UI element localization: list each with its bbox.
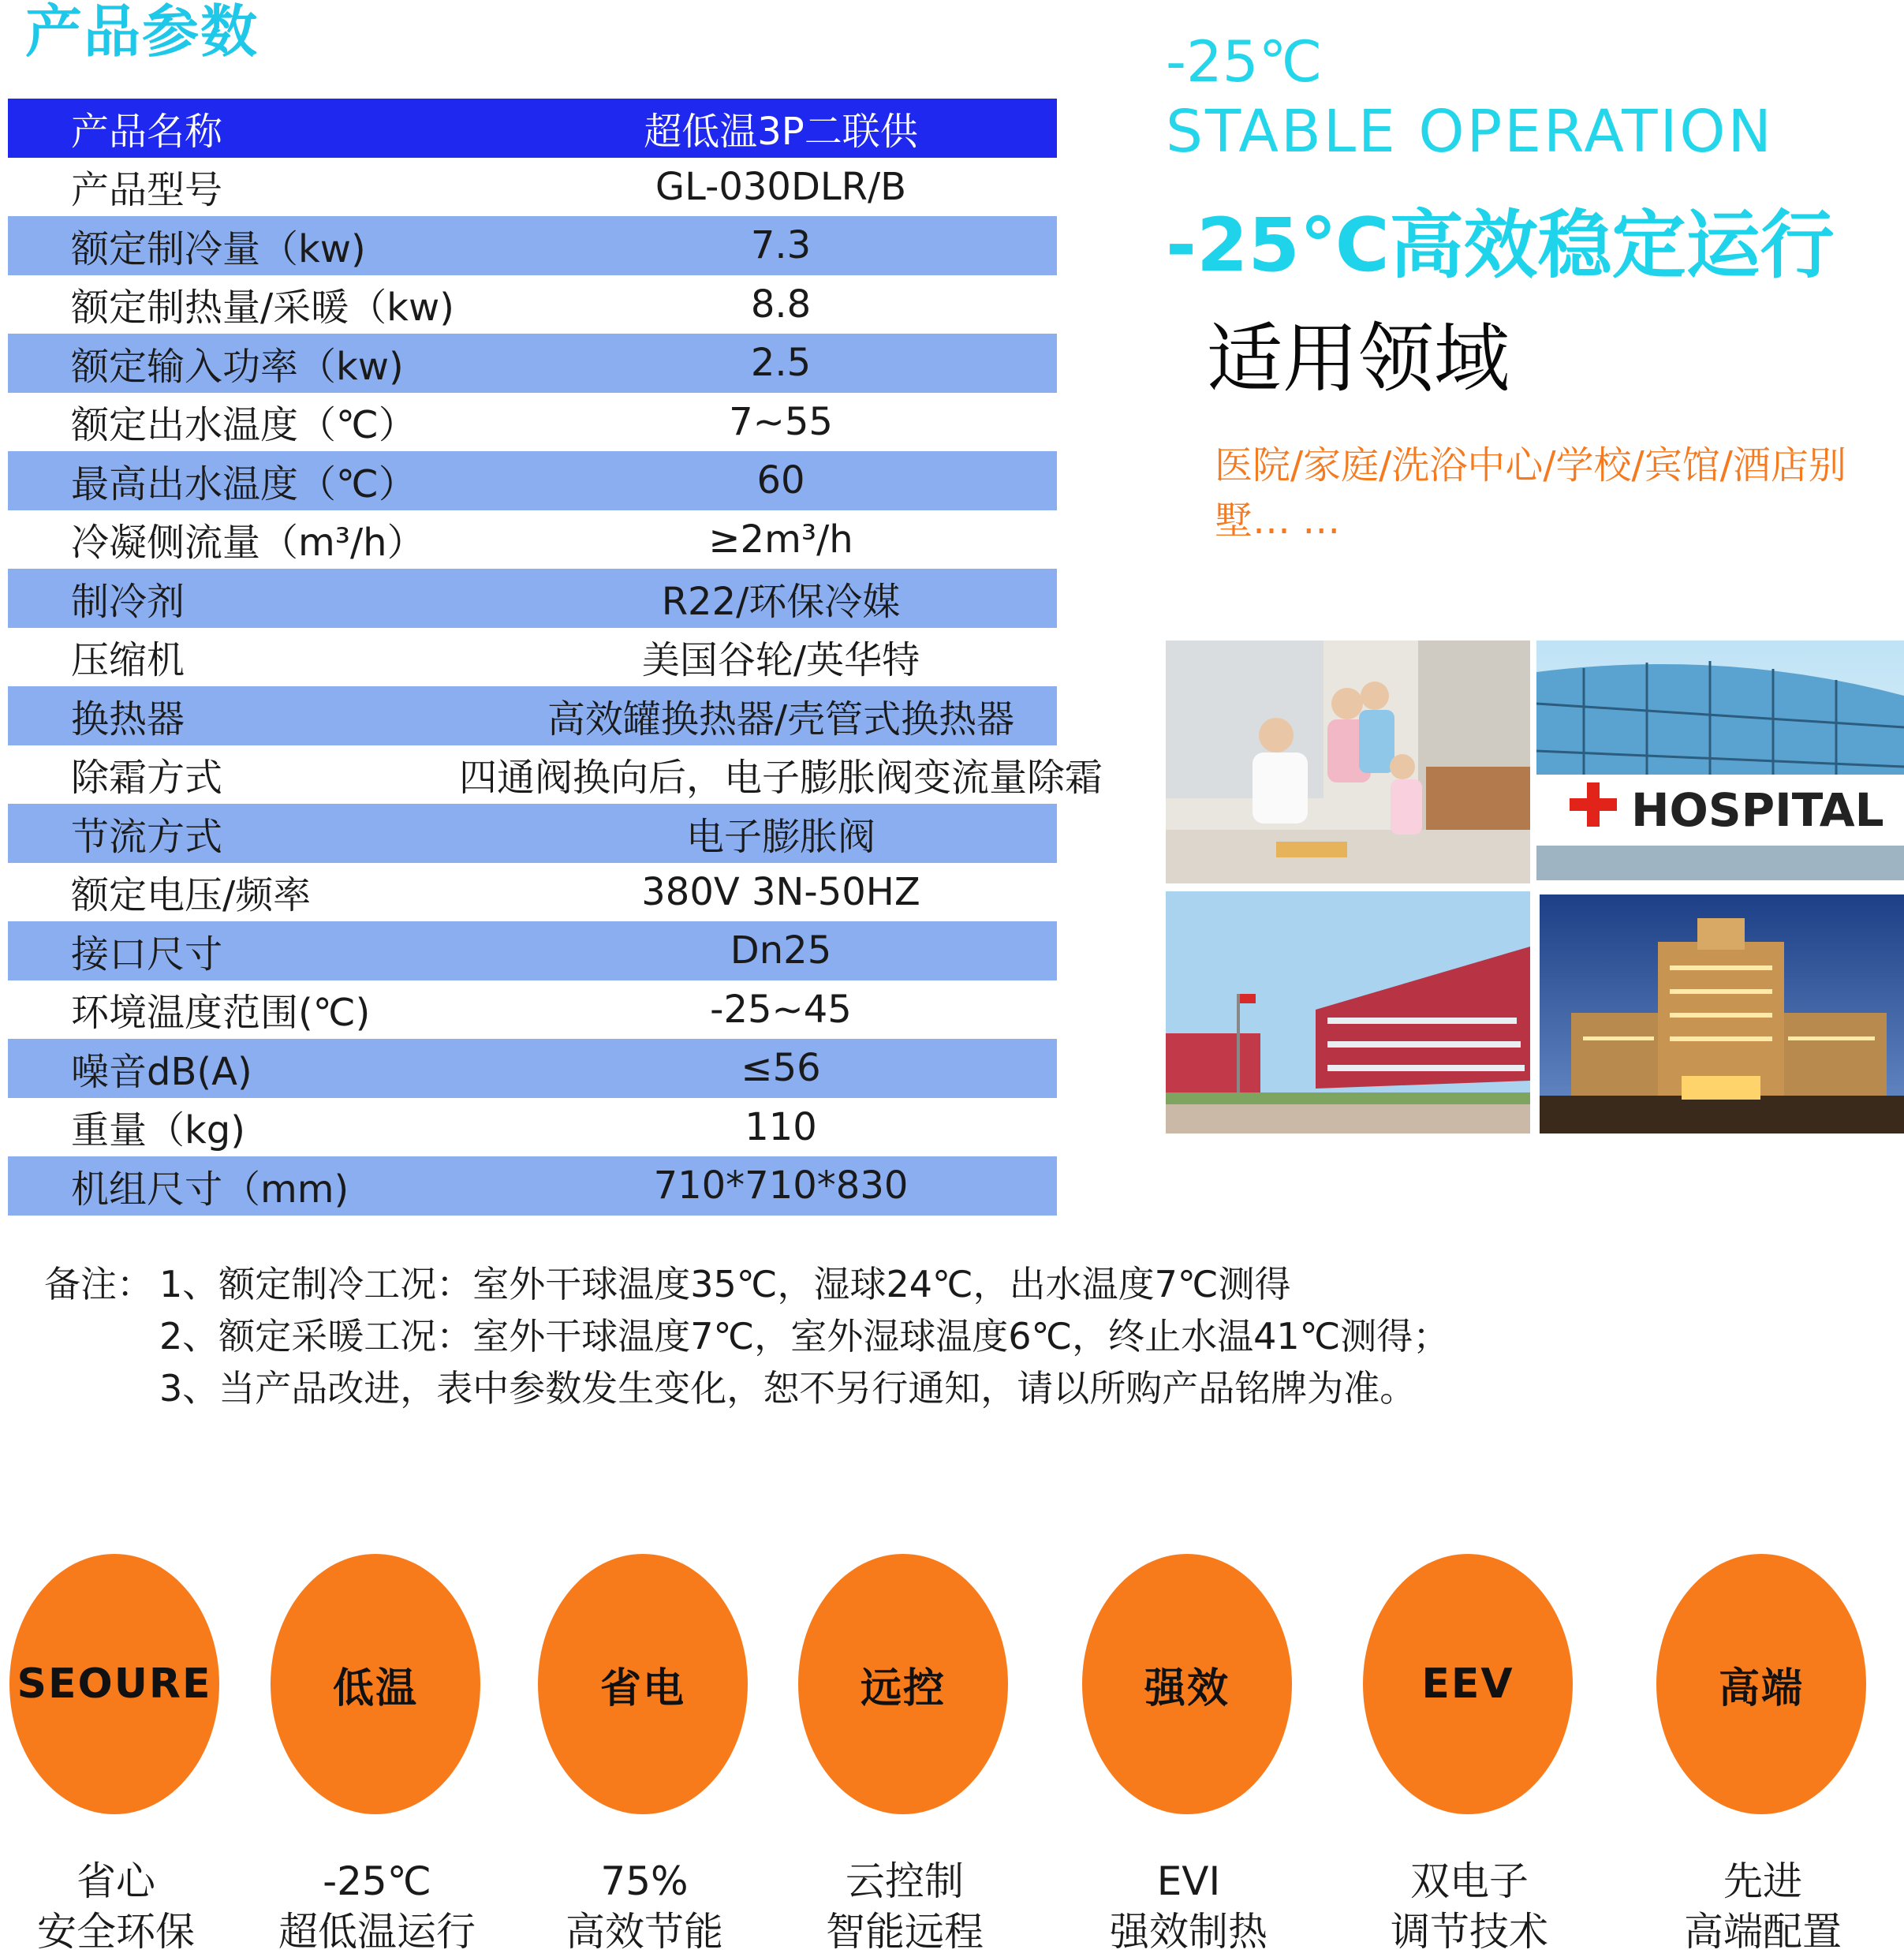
feature-badge-text: 远控 — [860, 1664, 946, 1712]
spec-value: 高效罐换热器/壳管式换热器 — [547, 697, 1015, 741]
spec-label: 最高出水温度（℃） — [71, 461, 416, 506]
spec-row-outlet-temp — [8, 393, 1057, 452]
feature-caption-line: 高端配置 — [1684, 1909, 1842, 1955]
hero-headline: -25℃高效稳定运行 — [1166, 203, 1835, 289]
feature-badge — [1656, 1554, 1866, 1814]
feature-caption-line: 高效节能 — [566, 1909, 723, 1955]
hero-stable-operation: STABLE OPERATION — [1166, 98, 1774, 166]
spec-value: ≥2m³/h — [708, 517, 853, 562]
spec-label: 接口尺寸 — [71, 932, 223, 977]
spec-row-defrost — [8, 745, 1103, 805]
spec-row-weight — [8, 1098, 1057, 1157]
note-line-1 — [44, 1258, 1449, 1310]
feature-power-saving — [538, 1554, 751, 1955]
spec-label: 制冷剂 — [71, 579, 185, 624]
spec-value: R22/环保冷媒 — [661, 579, 901, 624]
spec-value: 8.8 — [750, 282, 812, 327]
spec-row-compressor — [8, 628, 1057, 687]
feature-caption-line: 安全环保 — [37, 1909, 195, 1955]
feature-badge-text: SEOURE — [17, 1660, 212, 1708]
feature-caption — [1051, 1856, 1327, 1957]
spec-row-input-power — [8, 334, 1057, 393]
school-photo — [1166, 891, 1530, 1133]
feature-badge — [1082, 1554, 1292, 1814]
feature-badge — [538, 1554, 748, 1814]
feature-remote — [798, 1554, 1011, 1955]
feature-badge-text: 省电 — [599, 1664, 685, 1712]
notes — [44, 1258, 1449, 1414]
spec-label: 换热器 — [71, 697, 185, 741]
feature-caption-line: 调节技术 — [1391, 1909, 1548, 1955]
spec-value: GL-030DLR/B — [655, 164, 907, 209]
feature-low-temp — [271, 1554, 483, 1955]
spec-row-cooling-capacity — [8, 216, 1057, 275]
note-text: 3、当产品改进，表中参数发生变化，恕不另行通知，请以所购产品铭牌为准。 — [159, 1367, 1417, 1410]
feature-badge — [798, 1554, 1008, 1814]
note-text: 2、额定采暖工况：室外干球温度7℃，室外湿球温度6℃，终止水温41℃测得； — [159, 1315, 1450, 1358]
note-line-2 — [44, 1310, 1449, 1362]
section-title: 产品参数 — [25, 0, 259, 65]
spec-row-heating-capacity — [8, 275, 1057, 334]
spec-row-dimensions — [8, 1156, 1057, 1216]
spec-value: 美国谷轮/英华特 — [641, 638, 920, 683]
spec-label: 额定出水温度（℃） — [71, 403, 416, 448]
spec-value: 710*710*830 — [653, 1163, 909, 1208]
spec-value: Dn25 — [730, 928, 832, 973]
spec-row-max-outlet-temp — [8, 451, 1057, 510]
spec-label: 冷凝侧流量（m³/h） — [71, 521, 425, 566]
spec-label: 机组尺寸（mm) — [71, 1167, 349, 1212]
feature-badge-text: 强效 — [1144, 1664, 1230, 1712]
feature-caption — [239, 1856, 515, 1957]
feature-badge — [1363, 1554, 1573, 1814]
hero-temp: -25℃ — [1166, 28, 1323, 95]
spec-value: -25~45 — [710, 987, 852, 1032]
feature-strong — [1082, 1554, 1295, 1955]
family-photo — [1166, 641, 1530, 883]
spec-label: 环境温度范围(℃) — [71, 991, 371, 1036]
feature-caption — [1625, 1856, 1901, 1957]
feature-caption-line: -25℃ — [323, 1858, 431, 1904]
spec-label: 产品名称 — [71, 109, 223, 154]
spec-value: 7.3 — [750, 223, 812, 268]
application-fields-text: 医院/家庭/洗浴中心/学校/宾馆/酒店别墅… … — [1215, 443, 1846, 543]
feature-caption-line: 双电子 — [1410, 1858, 1529, 1904]
spec-label: 额定制冷量（kw) — [71, 226, 366, 271]
spec-label: 额定输入功率（kw) — [71, 344, 404, 389]
spec-row-connection-size — [8, 921, 1057, 980]
spec-label: 压缩机 — [71, 638, 185, 683]
spec-label: 除霜方式 — [71, 756, 223, 801]
feature-caption — [506, 1856, 782, 1957]
spec-value: 超低温3P二联供 — [644, 109, 918, 154]
spec-value: 60 — [756, 458, 805, 503]
spec-value: 四通阀换向后，电子膨胀阀变流量除霜 — [458, 756, 1103, 801]
spec-row-refrigerant — [8, 569, 1057, 628]
feature-secure — [9, 1554, 222, 1955]
hospital-photo — [1536, 641, 1904, 880]
spec-value: ≤56 — [741, 1046, 821, 1091]
feature-caption-line: 智能远程 — [826, 1909, 984, 1955]
spec-label: 节流方式 — [71, 814, 223, 859]
spec-row-model — [8, 158, 1057, 217]
feature-badge — [271, 1554, 480, 1814]
feature-caption-line: 强效制热 — [1110, 1909, 1267, 1955]
feature-caption — [767, 1856, 1043, 1957]
feature-caption — [1331, 1856, 1607, 1957]
spec-table — [8, 99, 1103, 1216]
feature-caption-line: 先进 — [1723, 1858, 1802, 1904]
hotel-photo — [1540, 894, 1904, 1133]
feature-premium — [1656, 1554, 1869, 1955]
note-line-3 — [44, 1362, 1449, 1414]
spec-row-noise — [8, 1039, 1057, 1098]
feature-eev — [1363, 1554, 1576, 1955]
spec-row-condenser-flow — [8, 510, 1057, 570]
feature-badge-text: 高端 — [1718, 1664, 1804, 1712]
spec-value: 电子膨胀阀 — [685, 814, 875, 859]
spec-value: 7~55 — [729, 399, 833, 444]
spec-label: 额定制热量/采暖（kw) — [71, 286, 454, 331]
spec-value: 2.5 — [750, 341, 812, 386]
hospital-sign-text: HOSPITAL — [1631, 783, 1884, 837]
spec-label: 额定电压/频率 — [71, 873, 312, 918]
feature-caption-line: EVI — [1156, 1858, 1221, 1904]
feature-badge-text: EEV — [1421, 1660, 1514, 1708]
notes-prefix: 备注： — [44, 1263, 153, 1305]
application-fields-title: 适用领域 — [1207, 315, 1510, 403]
spec-row-throttle — [8, 804, 1057, 863]
spec-value: 380V 3N-50HZ — [641, 869, 920, 914]
spec-row-product-name — [8, 99, 1057, 158]
spec-row-heat-exchanger — [8, 686, 1057, 745]
spec-row-ambient-range — [8, 980, 1057, 1040]
feature-caption — [0, 1856, 254, 1957]
feature-caption-line: 超低温运行 — [278, 1909, 476, 1955]
feature-badge — [9, 1554, 219, 1814]
feature-caption-line: 云控制 — [846, 1858, 964, 1904]
feature-caption-line: 省心 — [77, 1858, 155, 1904]
spec-label: 重量（kg) — [71, 1108, 245, 1153]
note-text: 1、额定制冷工况：室外干球温度35℃，湿球24℃，出水温度7℃测得 — [159, 1263, 1291, 1305]
spec-label: 噪音dB(A) — [71, 1049, 252, 1094]
spec-value: 110 — [745, 1104, 817, 1149]
feature-caption-line: 75% — [600, 1858, 689, 1904]
feature-badge-text: 低温 — [332, 1664, 418, 1712]
spec-label: 产品型号 — [71, 168, 223, 213]
spec-row-voltage — [8, 863, 1057, 922]
